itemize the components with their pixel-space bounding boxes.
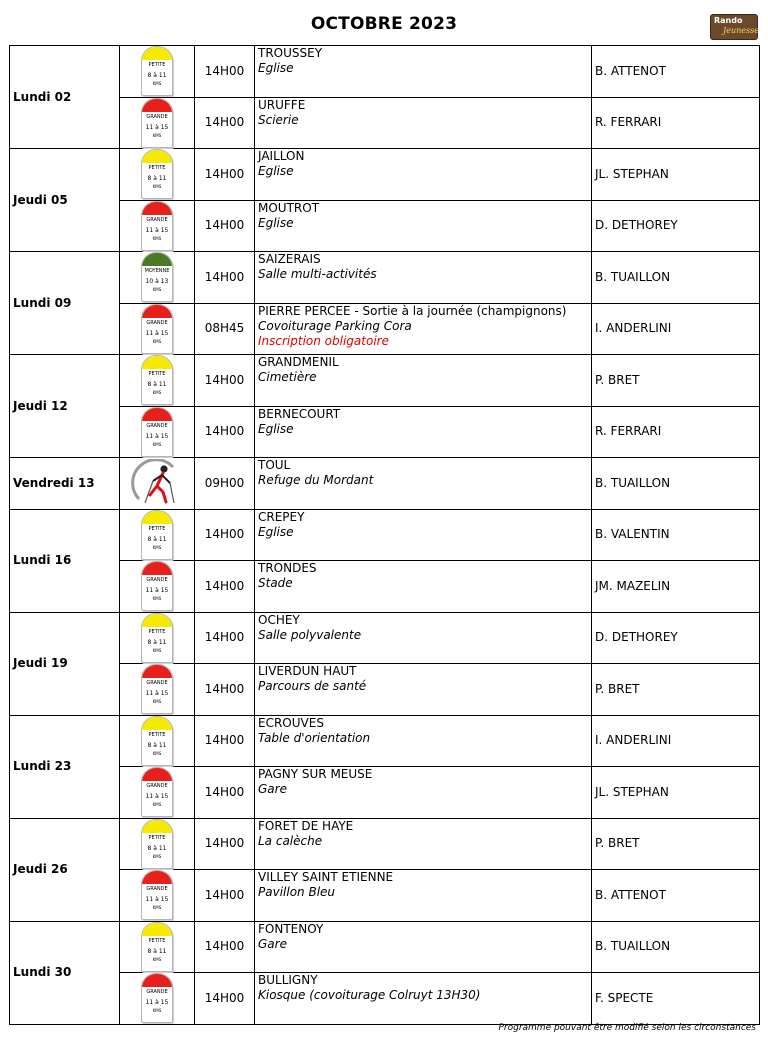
marker-range: 8 à 11: [147, 72, 167, 80]
schedule-table: [9, 45, 760, 1025]
day-label: Jeudi 19: [10, 612, 120, 715]
guide-name: P. BRET: [592, 664, 760, 716]
marker-unit: KMS: [152, 184, 162, 190]
marker-cap: [142, 99, 172, 112]
meeting-point: Eglise: [258, 164, 294, 178]
distance-marker-icon: [141, 613, 173, 663]
table-row: [10, 252, 760, 304]
table-row: [10, 458, 760, 510]
meeting-place: [255, 870, 592, 922]
location-name: SAIZERAIS: [258, 252, 321, 266]
location-name: TOUL: [258, 458, 291, 472]
location-name: URUFFE: [258, 97, 306, 112]
marker-range: 8 à 11: [147, 175, 167, 183]
table-row: [10, 870, 760, 922]
difficulty-cell: [120, 870, 195, 922]
marker-cap: [142, 305, 172, 318]
marker-range: 8 à 11: [147, 844, 167, 852]
meeting-place: [255, 561, 592, 613]
start-time: 14H00: [195, 355, 255, 407]
marker-label: PETITE: [148, 525, 166, 532]
location-name: PIERRE PERCEE - Sortie à la journée (champignons): [258, 303, 567, 318]
distance-marker-icon: [141, 716, 173, 766]
marker-cap: [142, 150, 172, 163]
guide-name: JL. STEPHAN: [592, 149, 760, 201]
day-label: Lundi 02: [10, 46, 120, 149]
guide-name: F. SPECTE: [592, 973, 760, 1025]
location-name: FORET DE HAYE: [258, 818, 354, 833]
guide-name: R. FERRARI: [592, 97, 760, 149]
marker-cap: [142, 871, 172, 884]
guide-name: JL. STEPHAN: [592, 767, 760, 819]
table-row: [10, 612, 760, 664]
marker-cap: [142, 47, 172, 60]
meeting-place: [255, 715, 592, 767]
meeting-place: [255, 97, 592, 149]
meeting-place: [255, 200, 592, 252]
location-name: TROUSSEY: [258, 46, 323, 60]
marker-cap: [142, 768, 172, 781]
difficulty-cell: [120, 973, 195, 1025]
marker-range: 8 à 11: [147, 535, 167, 543]
guide-name: B. TUAILLON: [592, 458, 760, 510]
meeting-point: Eglise: [258, 215, 294, 230]
day-label: Jeudi 12: [10, 355, 120, 458]
marker-range: 8 à 11: [147, 741, 167, 749]
table-row: [10, 200, 760, 252]
marker-label: PETITE: [148, 62, 166, 69]
marker-unit: KMS: [152, 338, 162, 344]
distance-marker-icon: [141, 510, 173, 560]
marker-range: 11 à 15: [145, 690, 169, 698]
marker-label: GRANDE: [146, 113, 168, 120]
start-time: 14H00: [195, 818, 255, 870]
marker-cap: [142, 408, 172, 421]
meeting-place: [255, 149, 592, 201]
marker-range: 11 à 15: [145, 999, 169, 1007]
start-time: 14H00: [195, 612, 255, 664]
table-row: [10, 818, 760, 870]
distance-marker-icon: [141, 252, 173, 302]
marker-cap: [142, 356, 172, 369]
meeting-point: Gare: [258, 782, 287, 796]
meeting-place: [255, 612, 592, 664]
day-label: Lundi 30: [10, 921, 120, 1024]
table-row: [10, 715, 760, 767]
meeting-place: [255, 355, 592, 407]
difficulty-cell: [120, 97, 195, 149]
marker-unit: KMS: [152, 802, 162, 808]
guide-name: B. ATTENOT: [592, 46, 760, 98]
meeting-place: [255, 252, 592, 304]
start-time: 14H00: [195, 973, 255, 1025]
marker-cap: [142, 820, 172, 833]
location-name: PAGNY SUR MEUSE: [258, 767, 373, 781]
distance-marker-icon: [141, 561, 173, 611]
meeting-point: Refuge du Mordant: [258, 473, 374, 487]
distance-marker-icon: [141, 870, 173, 920]
marker-unit: KMS: [152, 1008, 162, 1014]
marker-range: 11 à 15: [145, 123, 169, 131]
meeting-point: Salle polyvalente: [258, 627, 362, 642]
table-row: [10, 355, 760, 407]
meeting-place: [255, 921, 592, 973]
start-time: 14H00: [195, 97, 255, 149]
difficulty-cell: [120, 303, 195, 355]
marker-unit: KMS: [152, 132, 162, 138]
difficulty-cell: [120, 509, 195, 561]
marker-unit: KMS: [152, 287, 162, 293]
meeting-point: Pavillon Bleu: [258, 885, 336, 899]
marker-cap: [142, 202, 172, 215]
table-row: [10, 46, 760, 98]
meeting-point: Parcours de santé: [258, 679, 367, 693]
marker-label: PETITE: [148, 371, 166, 378]
marker-label: PETITE: [148, 628, 166, 635]
marker-label: GRANDE: [146, 680, 168, 687]
meeting-place: [255, 406, 592, 458]
day-label: Vendredi 13: [10, 458, 120, 510]
guide-name: JM. MAZELIN: [592, 561, 760, 613]
marker-label: GRANDE: [146, 989, 168, 996]
logo-line2: Jeunesse: [723, 26, 759, 35]
guide-name: P. BRET: [592, 818, 760, 870]
meeting-point: Kiosque (covoiturage Colruyt 13H30): [258, 988, 481, 1002]
table-row: [10, 97, 760, 149]
meeting-place: [255, 46, 592, 98]
nordic-walker-icon: [129, 459, 185, 507]
guide-name: D. DETHOREY: [592, 612, 760, 664]
location-name: ECROUVES: [258, 715, 324, 730]
meeting-point: Eglise: [258, 421, 294, 436]
marker-unit: KMS: [152, 390, 162, 396]
start-time: 14H00: [195, 664, 255, 716]
marker-unit: KMS: [152, 750, 162, 756]
difficulty-cell: [120, 252, 195, 304]
difficulty-cell: [120, 561, 195, 613]
meeting-point: Stade: [258, 576, 293, 590]
location-name: TRONDES: [258, 561, 317, 575]
marker-range: 11 à 15: [145, 432, 169, 440]
start-time: 14H00: [195, 870, 255, 922]
marker-cap: [142, 665, 172, 678]
marker-label: GRANDE: [146, 216, 168, 223]
guide-name: I. ANDERLINI: [592, 715, 760, 767]
start-time: 08H45: [195, 303, 255, 355]
day-label: Lundi 23: [10, 715, 120, 818]
meeting-place: [255, 303, 592, 355]
marker-cap: [142, 511, 172, 524]
location-name: JAILLON: [258, 149, 305, 163]
difficulty-cell: [120, 46, 195, 98]
table-row: [10, 767, 760, 819]
difficulty-cell: [120, 406, 195, 458]
table-row: [10, 303, 760, 355]
guide-name: R. FERRARI: [592, 406, 760, 458]
marker-unit: KMS: [152, 81, 162, 87]
difficulty-cell: [120, 664, 195, 716]
table-row: [10, 973, 760, 1025]
distance-marker-icon: [141, 819, 173, 869]
start-time: 14H00: [195, 252, 255, 304]
marker-unit: KMS: [152, 596, 162, 602]
table-row: [10, 406, 760, 458]
meeting-point: Gare: [258, 936, 287, 951]
start-time: 14H00: [195, 767, 255, 819]
marker-label: MOYENNE: [144, 268, 170, 275]
location-name: FONTENOY: [258, 921, 324, 936]
marker-range: 11 à 15: [145, 587, 169, 595]
guide-name: I. ANDERLINI: [592, 303, 760, 355]
guide-name: B. ATTENOT: [592, 870, 760, 922]
rando-logo: [710, 14, 758, 40]
footnote: Programme pouvant être modifié selon les circonstances: [498, 1023, 756, 1033]
marker-label: PETITE: [148, 834, 166, 841]
meeting-place: [255, 664, 592, 716]
marker-unit: KMS: [152, 544, 162, 550]
difficulty-cell: [120, 612, 195, 664]
meeting-point: Scierie: [258, 112, 299, 127]
meeting-point: Salle multi-activités: [258, 267, 377, 281]
distance-marker-icon: [141, 201, 173, 251]
distance-marker-icon: [141, 98, 173, 148]
difficulty-cell: [120, 921, 195, 973]
meeting-point: Eglise: [258, 524, 294, 539]
location-name: CREPEY: [258, 509, 305, 524]
start-time: 14H00: [195, 561, 255, 613]
marker-cap: [142, 923, 172, 936]
marker-unit: KMS: [152, 853, 162, 859]
start-time: 14H00: [195, 200, 255, 252]
guide-name: P. BRET: [592, 355, 760, 407]
marker-label: GRANDE: [146, 422, 168, 429]
page-title: OCTOBRE 2023: [310, 14, 458, 34]
meeting-place: [255, 458, 592, 510]
distance-marker-icon: [141, 973, 173, 1023]
difficulty-cell: [120, 355, 195, 407]
distance-marker-icon: [141, 922, 173, 972]
marker-range: 8 à 11: [147, 381, 167, 389]
difficulty-cell: [120, 458, 195, 510]
marker-unit: KMS: [152, 905, 162, 911]
marker-range: 11 à 15: [145, 329, 169, 337]
table-row: [10, 664, 760, 716]
marker-unit: KMS: [152, 699, 162, 705]
start-time: 14H00: [195, 715, 255, 767]
difficulty-cell: [120, 149, 195, 201]
marker-range: 8 à 11: [147, 947, 167, 955]
meeting-place: [255, 973, 592, 1025]
meeting-place: [255, 509, 592, 561]
location-name: MOUTROT: [258, 200, 320, 215]
marker-cap: [142, 974, 172, 987]
marker-label: PETITE: [148, 165, 166, 172]
start-time: 14H00: [195, 149, 255, 201]
meeting-point: Covoiturage Parking Cora: [258, 318, 412, 333]
start-time: 09H00: [195, 458, 255, 510]
meeting-point: Cimetière: [258, 370, 317, 384]
start-time: 14H00: [195, 921, 255, 973]
table-row: [10, 561, 760, 613]
day-label: Lundi 09: [10, 252, 120, 355]
location-name: OCHEY: [258, 612, 300, 627]
marker-label: GRANDE: [146, 886, 168, 893]
marker-unit: KMS: [152, 235, 162, 241]
difficulty-cell: [120, 767, 195, 819]
meeting-point: La calèche: [258, 833, 323, 848]
distance-marker-icon: [141, 407, 173, 457]
guide-name: B. VALENTIN: [592, 509, 760, 561]
marker-unit: KMS: [152, 441, 162, 447]
distance-marker-icon: [141, 46, 173, 96]
meeting-point: Table d'orientation: [258, 730, 371, 745]
marker-range: 11 à 15: [145, 793, 169, 801]
marker-unit: KMS: [152, 956, 162, 962]
marker-label: PETITE: [148, 731, 166, 738]
distance-marker-icon: [141, 304, 173, 354]
location-name: BULLIGNY: [258, 973, 318, 987]
table-row: [10, 921, 760, 973]
location-name: LIVERDUN HAUT: [258, 664, 357, 678]
difficulty-cell: [120, 715, 195, 767]
marker-label: GRANDE: [146, 783, 168, 790]
meeting-place: [255, 767, 592, 819]
marker-label: PETITE: [148, 937, 166, 944]
marker-cap: [142, 614, 172, 627]
schedule-body: [10, 46, 760, 1025]
guide-name: B. TUAILLON: [592, 252, 760, 304]
distance-marker-icon: [141, 149, 173, 199]
day-label: Jeudi 26: [10, 818, 120, 921]
location-name: GRANDMENIL: [258, 355, 339, 369]
marker-cap: [142, 562, 172, 575]
marker-unit: KMS: [152, 647, 162, 653]
logo-line1: Rando: [714, 16, 743, 25]
marker-range: 11 à 15: [145, 896, 169, 904]
registration-note: Inscription obligatoire: [258, 333, 389, 348]
location-name: VILLEY SAINT ETIENNE: [258, 870, 394, 884]
table-row: [10, 149, 760, 201]
start-time: 14H00: [195, 46, 255, 98]
distance-marker-icon: [141, 767, 173, 817]
difficulty-cell: [120, 200, 195, 252]
location-name: BERNECOURT: [258, 406, 341, 421]
difficulty-cell: [120, 818, 195, 870]
day-label: Jeudi 05: [10, 149, 120, 252]
start-time: 14H00: [195, 406, 255, 458]
guide-name: B. TUAILLON: [592, 921, 760, 973]
marker-range: 11 à 15: [145, 226, 169, 234]
guide-name: D. DETHOREY: [592, 200, 760, 252]
day-label: Lundi 16: [10, 509, 120, 612]
marker-range: 10 à 13: [145, 278, 169, 286]
distance-marker-icon: [141, 664, 173, 714]
marker-range: 8 à 11: [147, 638, 167, 646]
marker-cap: [142, 717, 172, 730]
start-time: 14H00: [195, 509, 255, 561]
marker-label: GRANDE: [146, 577, 168, 584]
meeting-place: [255, 818, 592, 870]
meeting-point: Eglise: [258, 61, 294, 75]
distance-marker-icon: [141, 355, 173, 405]
marker-label: GRANDE: [146, 319, 168, 326]
marker-cap: [142, 253, 172, 266]
table-row: [10, 509, 760, 561]
